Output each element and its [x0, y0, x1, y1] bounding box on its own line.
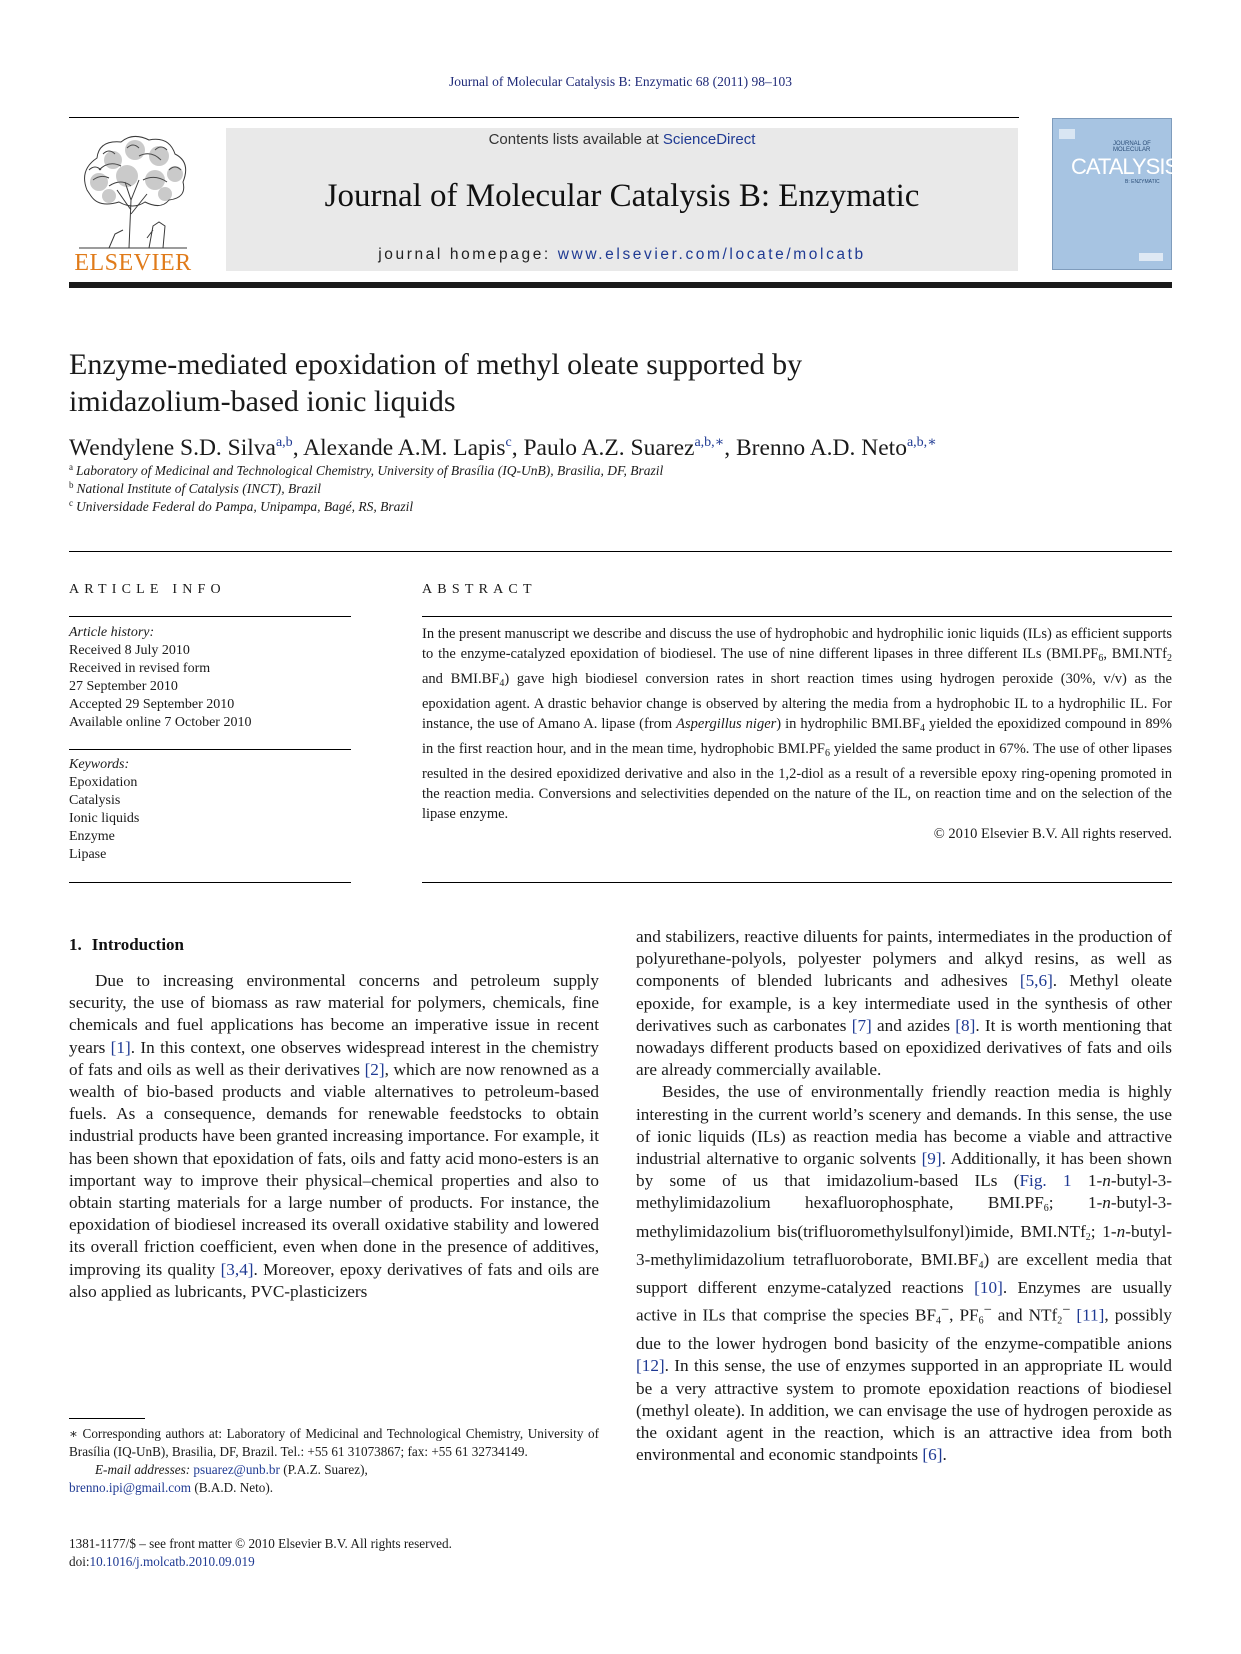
email-line: E-mail addresses: psuarez@unb.br (P.A.Z. Suarez),: [95, 1462, 368, 1477]
species-name: Aspergillus niger: [676, 716, 777, 732]
email-link[interactable]: psuarez@unb.br: [193, 1462, 280, 1477]
keyword: Catalysis: [69, 793, 121, 808]
affiliation-key: c: [69, 498, 73, 508]
author-list: [69, 434, 1169, 462]
abstract-text: In the present manuscript we describe and discuss the use of hydrophobic and hydrophilic ionic liquids (ILs) as efficient supports to the enzyme-catalyzed epoxidation of biodiesel. The use of nine different lipases in three different ILs ($BMI.PF_6$, BMI.NTf$_2$ and $BMI.BF_4$) gave high biodiesel conversion rates in short reaction times using hydrogen peroxide (30%, v/v) as the epoxidation agent. A drastic behavior change is observed by altering the media from a hydrophobic IL to a hydrophilic IL. For instance, the use of Amano A. lipase (from Aspergillus niger) in hydrophilic $BMI.BF_4$ yielded the epoxidized compound in 89% in the first reaction hour, and in the mean time, hydrophobic $BMI.PF_6$ yielded the same product in 67%. The use of other lipases resulted in the desired epoxidized derivative and also in the 1,2-diol as a result of a reversible epoxy ring-opening promoted in the reaction media. Conversions and selectivities depended on the nature of the IL, on reaction time and on the selection of the lipase enzyme.: [422, 626, 1172, 822]
cover-footer-block: [1139, 253, 1163, 261]
keywords-label: Keywords:: [69, 757, 130, 772]
article-history-label: Article history:: [69, 625, 155, 640]
paragraph: Due to increasing environmental concerns and petroleum supply security, the use of biomass as raw material for polymers, chemicals, fine chemicals and fuel applications has become an imperative issue in recent years [1]. In this context, one observes widespread interest in the chemistry of fats and oils as well as their derivatives [2], which are now renowned as a wealth of bio-based products and viable alternatives to petroleum-based fuels. As a consequence, demands for renewable feedstocks to obtain industrial products have been granted increasing importance. For example, it has been shown that epoxidation of fats, oils and fatty acid mono-esters is an important way to improve their physical–chemical properties and also to obtain starting materials for a large number of products. For instance, the epoxidation of biodiesel increased its overall oxidative stability and lowered its overall friction coefficient, even when done in the presence of additives, improving its quality [3,4]. Moreover, epoxy derivatives of fats and oils are also applied as lubricants, PVC-plasticizers: [69, 971, 599, 1301]
front-matter-rule: [69, 551, 1172, 552]
cover-top-text: JOURNAL OF MOLECULAR: [1113, 141, 1151, 153]
footnote-rule: [69, 1418, 145, 1419]
journal-cover-thumbnail[interactable]: [1052, 118, 1179, 270]
author-name[interactable]: Paulo A.Z. Suarez: [523, 435, 695, 461]
affiliation-a: [69, 462, 663, 479]
email-link[interactable]: brenno.ipi@gmail.com: [69, 1480, 192, 1495]
abstract-copyright: © 2010 Elsevier B.V. All rights reserved.: [933, 826, 1172, 842]
body-column-left: [69, 970, 599, 1303]
affiliation-c: [69, 498, 413, 515]
elsevier-wordmark: ELSEVIER: [74, 250, 192, 276]
journal-citation[interactable]: Journal of Molecular Catalysis B: Enzymatic 68 (2011) 98–103: [449, 74, 792, 89]
reference-link[interactable]: [1]: [110, 1037, 131, 1057]
author-separator: ,: [292, 435, 304, 461]
homepage-link[interactable]: www.elsevier.com/locate/molcatb: [557, 246, 866, 263]
abstract-rule-top: [422, 616, 1172, 617]
keyword: Enzyme: [69, 829, 115, 844]
article-title-line-1: Enzyme-mediated epoxidation of methyl oleate supported by: [69, 348, 803, 381]
author-name[interactable]: Brenno A.D. Neto: [735, 435, 907, 461]
paragraph: Besides, the use of environmentally friendly reaction media is highly interesting in the current world’s scenery and demands. In this sense, the use of ionic liquids (ILs) as reaction media has become a viable and attractive industrial alternative to organic solvents [9]. Additionally, it has been shown by some of us that imidazolium-based ILs (Fig. 1 1-n-butyl-3-methylimidazolium hexafluorophosphate, $BMI.PF_6$; 1-n-butyl-3-methylimidazolium bis(trifluoromethylsulfonyl)imide, BMI.NTf$_2$; 1-n-butyl-3-methylimidazolium tetrafluoroborate, $BMI.BF_4$) are excellent media that support different enzyme-catalyzed reactions [10]. Enzymes are usually active in ILs that comprise the species $BF_4^-$, $PF_6^-$ and NTf$_2$− [11], possibly due to the lower hydrogen bond basicity of the enzyme-compatible anions [12]. In this sense, the use of enzymes supported in an appropriate IL would be a very attractive system to promote epoxidation reactions of biodiesel (methyl oleate). In addition, we can envisage the use of hydrogen peroxide as the oxidant agent in the reaction, which is an attractive idea from both environmental and economic standpoints [6].: [636, 1082, 1173, 1465]
affiliation-text: Universidade Federal do Pampa, Unipampa, Bagé, RS, Brazil: [76, 499, 414, 514]
cover-logo-block: [1059, 129, 1075, 139]
issn-line: 1381-1177/$ – see front matter © 2010 Elsevier B.V. All rights reserved.: [69, 1536, 452, 1551]
section-heading-introduction: [69, 935, 184, 955]
abstract-rule-bottom: [422, 882, 1172, 883]
corresponding-author-footnote: [69, 1425, 599, 1497]
keywords: [69, 756, 351, 864]
author-name[interactable]: Wendylene S.D. Silva: [69, 435, 276, 461]
abstract-heading: ABSTRACT: [422, 582, 537, 597]
author-name[interactable]: Alexande A.M. Lapis: [303, 435, 506, 461]
elsevier-tree-icon: [69, 130, 197, 250]
author-separator: ,: [511, 435, 524, 461]
doi-line: doi:10.1016/j.molcatb.2010.09.019: [69, 1554, 255, 1569]
keyword: Epoxidation: [69, 775, 138, 790]
section-title: Introduction: [91, 935, 185, 954]
body-column-right: [636, 926, 1172, 1466]
article-info-rule-top: [69, 616, 351, 617]
email-label: E-mail addresses:: [95, 1462, 191, 1477]
article-title-line-2: imidazolium-based ionic liquids: [69, 385, 456, 418]
affiliation-key: b: [69, 480, 74, 490]
contents-prefix: Contents lists available at: [488, 131, 659, 148]
header-thick-rule: [69, 282, 1172, 288]
history-item: Received 8 July 2010: [69, 643, 190, 658]
history-item: Accepted 29 September 2010: [69, 697, 235, 712]
corresponding-text: ∗ Corresponding authors at: Laboratory of Medicinal and Technological Chemistry, University of Brasília (IQ-UnB), Brasilia, DF, Brazil. Tel.: +55 61 31073867; fax: +55 61 32734149.: [69, 1426, 599, 1459]
affiliation-key: a: [69, 462, 73, 472]
cover-sub-text: B: ENZYMATIC: [1125, 179, 1160, 185]
doi-link[interactable]: 10.1016/j.molcatb.2010.09.019: [89, 1554, 255, 1569]
author-affiliation-mark[interactable]: a,b,∗: [906, 435, 937, 450]
reference-link[interactable]: [12]: [636, 1356, 665, 1376]
author-separator: ,: [724, 435, 736, 461]
author-affiliation-mark[interactable]: c: [505, 435, 512, 450]
reference-link[interactable]: [10]: [974, 1278, 1003, 1298]
reference-link[interactable]: [2]: [364, 1059, 385, 1079]
author-affiliation-mark[interactable]: a,b,∗: [694, 435, 725, 450]
affiliation-b: [69, 480, 321, 497]
reference-link[interactable]: [3,4]: [220, 1259, 254, 1279]
article-info-rule-mid: [69, 749, 351, 750]
cover-main-text: CATALYSIS: [1071, 154, 1179, 179]
reference-link[interactable]: [8]: [955, 1015, 976, 1035]
reference-link[interactable]: [9]: [921, 1149, 942, 1169]
issn-doi-block: [69, 1535, 599, 1571]
keyword: Lipase: [69, 847, 107, 862]
contents-line: [226, 131, 1018, 148]
section-number: 1.: [69, 935, 82, 954]
journal-title: Journal of Molecular Catalysis B: Enzymatic: [324, 178, 920, 214]
sciencedirect-link[interactable]: ScienceDirect: [662, 131, 756, 148]
history-item: 27 September 2010: [69, 679, 178, 694]
reference-link[interactable]: [5,6]: [1019, 971, 1053, 991]
homepage-prefix: journal homepage:: [378, 246, 551, 263]
article-title: [69, 346, 1169, 420]
keyword: Ionic liquids: [69, 811, 140, 826]
journal-masthead: [226, 128, 1018, 271]
email-line: brenno.ipi@gmail.com (B.A.D. Neto).: [69, 1480, 274, 1495]
reference-link[interactable]: [7]: [851, 1015, 872, 1035]
figure-link[interactable]: Fig. 1: [1019, 1171, 1072, 1191]
history-item: Received in revised form: [69, 661, 211, 676]
journal-homepage: [226, 246, 1018, 264]
reference-link[interactable]: [11]: [1076, 1305, 1105, 1325]
reference-link[interactable]: [6]: [922, 1445, 943, 1465]
abstract-body: [422, 624, 1172, 844]
article-info-rule-bottom: [69, 882, 351, 883]
paragraph: and stabilizers, reactive diluents for paints, intermediates in the production of polyurethane-polyols, polyester polymers and alkyd resins, as well as components of blended lubricants and adhesives [5,6]. Methyl oleate epoxide, for example, is a key intermediate used in the synthesis of other derivatives such as carbonates [7] and azides [8]. It is worth mentioning that nowadays different products based on epoxidized derivatives of fats and oils are already commercially available.: [636, 927, 1172, 1080]
author-affiliation-mark[interactable]: a,b: [275, 435, 293, 450]
article-history: [69, 624, 351, 732]
header-top-rule: [69, 117, 1019, 118]
article-info-heading: ARTICLE INFO: [69, 582, 226, 597]
elsevier-logo: [69, 130, 197, 276]
affiliation-text: Laboratory of Medicinal and Technological Chemistry, University of Brasília (IQ-UnB), Brasilia, DF, Brazil: [76, 463, 664, 478]
affiliation-text: National Institute of Catalysis (INCT), Brazil: [76, 481, 322, 496]
history-item: Available online 7 October 2010: [69, 715, 252, 730]
